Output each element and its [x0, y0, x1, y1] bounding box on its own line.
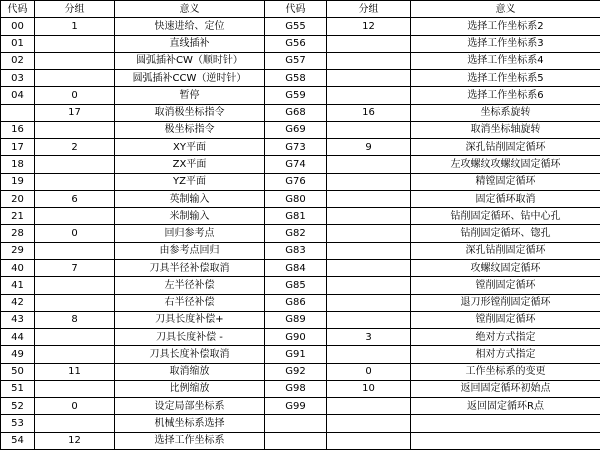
cell-code-right: G55 [265, 18, 327, 35]
cell-group-left [35, 70, 115, 87]
table-row [1, 242, 600, 259]
cell-code-right: G58 [265, 70, 327, 87]
table-row [1, 208, 600, 225]
table-row [1, 311, 600, 328]
cell-meaning-right: 退刀形镗削固定循环 [411, 294, 600, 311]
cell-meaning-right: 绝对方式指定 [411, 329, 600, 346]
table-row [1, 52, 600, 69]
cell-code-right [265, 415, 327, 432]
cell-code-right: G81 [265, 208, 327, 225]
cell-code-right: G59 [265, 87, 327, 104]
cell-code-right: G83 [265, 242, 327, 259]
cell-group-left: 0 [35, 225, 115, 242]
cell-group-right [327, 70, 411, 87]
table-row [1, 35, 600, 52]
cell-code-left: 04 [1, 87, 35, 104]
cell-group-left [35, 415, 115, 432]
cell-meaning-right: 深孔钻削固定循环 [411, 242, 600, 259]
cell-group-left: 12 [35, 432, 115, 449]
cell-group-right: 3 [327, 329, 411, 346]
cell-meaning-right: 选择工作坐标系4 [411, 52, 600, 69]
cell-group-right [327, 173, 411, 190]
cell-meaning-left: 快速进给、定位 [115, 18, 265, 35]
cell-group-right [327, 156, 411, 173]
cell-code-left: 01 [1, 35, 35, 52]
cell-code-left: 29 [1, 242, 35, 259]
cell-code-left: 49 [1, 346, 35, 363]
cell-meaning-left: 回归参考点 [115, 225, 265, 242]
cell-meaning-left: 左半径补偿 [115, 277, 265, 294]
cell-group-right [327, 121, 411, 138]
cell-group-right [327, 259, 411, 276]
cell-code-right: G91 [265, 346, 327, 363]
cell-meaning-right: 选择工作坐标系6 [411, 87, 600, 104]
cell-meaning-right: 镗削固定循环 [411, 311, 600, 328]
table-row [1, 139, 600, 156]
table-row [1, 380, 600, 397]
cell-code-left: 02 [1, 52, 35, 69]
cell-meaning-left: 由参考点回归 [115, 242, 265, 259]
table-row [1, 104, 600, 121]
cell-meaning-right: 工作坐标系的变更 [411, 363, 600, 380]
cell-code-right: G56 [265, 35, 327, 52]
cell-group-left [35, 156, 115, 173]
cell-meaning-right: 选择工作坐标系3 [411, 35, 600, 52]
cell-group-right: 10 [327, 380, 411, 397]
cell-group-right [327, 87, 411, 104]
cell-group-left: 0 [35, 398, 115, 415]
cell-code-right: G89 [265, 311, 327, 328]
cell-code-left: 50 [1, 363, 35, 380]
cell-code-right: G76 [265, 173, 327, 190]
cell-group-right [327, 225, 411, 242]
table-row [1, 70, 600, 87]
cell-meaning-right [411, 415, 600, 432]
cell-meaning-left: 直线插补 [115, 35, 265, 52]
table-row [1, 329, 600, 346]
table-row [1, 432, 600, 449]
header-cell-meaning-right: 意义 [411, 1, 600, 18]
cell-group-right [327, 294, 411, 311]
cell-code-left: 28 [1, 225, 35, 242]
cell-meaning-left: 圆弧插补CCW（逆时针） [115, 70, 265, 87]
cell-meaning-left: 选择工作坐标系 [115, 432, 265, 449]
cell-meaning-left: 比例缩放 [115, 380, 265, 397]
cell-meaning-right: 左攻螺纹攻螺纹固定循环 [411, 156, 600, 173]
table-body [1, 1, 600, 450]
cell-group-right [327, 208, 411, 225]
cell-group-right: 0 [327, 363, 411, 380]
cell-meaning-left: 刀具长度补偿取消 [115, 346, 265, 363]
cell-group-right [327, 35, 411, 52]
cell-group-left [35, 35, 115, 52]
cell-group-left: 11 [35, 363, 115, 380]
cell-group-left [35, 173, 115, 190]
cell-code-left: 43 [1, 311, 35, 328]
cell-meaning-right: 坐标系旋转 [411, 104, 600, 121]
cell-code-left: 52 [1, 398, 35, 415]
cell-code-right: G68 [265, 104, 327, 121]
cell-group-right: 9 [327, 139, 411, 156]
cell-group-right [327, 277, 411, 294]
cell-group-left: 2 [35, 139, 115, 156]
cell-meaning-left: ZX平面 [115, 156, 265, 173]
table-row [1, 415, 600, 432]
cell-code-left [1, 104, 35, 121]
cell-code-right: G85 [265, 277, 327, 294]
cell-code-left: 16 [1, 121, 35, 138]
cell-group-left [35, 242, 115, 259]
cell-code-left: 19 [1, 173, 35, 190]
table-header-row [1, 1, 600, 18]
cell-code-left: 53 [1, 415, 35, 432]
cell-group-left: 8 [35, 311, 115, 328]
header-cell-group-right: 分组 [327, 1, 411, 18]
cell-meaning-left: 米制输入 [115, 208, 265, 225]
cell-group-left [35, 277, 115, 294]
cell-code-right: G99 [265, 398, 327, 415]
cell-code-right: G90 [265, 329, 327, 346]
cell-code-left: 51 [1, 380, 35, 397]
table-row [1, 398, 600, 415]
cell-meaning-left: 圆弧插补CW（顺时针） [115, 52, 265, 69]
cell-code-right: G73 [265, 139, 327, 156]
cell-meaning-left: 英制输入 [115, 190, 265, 207]
cell-code-left: 17 [1, 139, 35, 156]
cell-group-right: 12 [327, 18, 411, 35]
cell-code-right: G86 [265, 294, 327, 311]
table-row [1, 294, 600, 311]
cell-meaning-right: 攻螺纹固定循环 [411, 259, 600, 276]
cell-group-left [35, 52, 115, 69]
header-cell-meaning-left: 意义 [115, 1, 265, 18]
cell-meaning-right: 镗削固定循环 [411, 277, 600, 294]
table-row [1, 225, 600, 242]
cell-group-right [327, 52, 411, 69]
cell-group-left [35, 346, 115, 363]
cell-code-left: 42 [1, 294, 35, 311]
cell-meaning-left: 刀具长度补偿+ [115, 311, 265, 328]
cell-meaning-right: 钻削固定循环、钻中心孔 [411, 208, 600, 225]
cell-code-right [265, 432, 327, 449]
cell-group-left: 6 [35, 190, 115, 207]
cell-code-left: 18 [1, 156, 35, 173]
table-row [1, 346, 600, 363]
table-row [1, 259, 600, 276]
cell-meaning-right: 相对方式指定 [411, 346, 600, 363]
cell-group-left [35, 121, 115, 138]
cell-group-right [327, 432, 411, 449]
cell-code-right: G84 [265, 259, 327, 276]
cell-code-left: 20 [1, 190, 35, 207]
cell-meaning-left: 刀具长度补偿 - [115, 329, 265, 346]
cell-code-right: G74 [265, 156, 327, 173]
header-cell-group-left: 分组 [35, 1, 115, 18]
cell-group-right [327, 346, 411, 363]
cell-group-left [35, 380, 115, 397]
cell-code-left: 44 [1, 329, 35, 346]
cell-meaning-right: 返回固定循环R点 [411, 398, 600, 415]
cell-code-right: G69 [265, 121, 327, 138]
cell-meaning-right: 深孔钻削固定循环 [411, 139, 600, 156]
cell-code-left: 40 [1, 259, 35, 276]
cell-code-right: G80 [265, 190, 327, 207]
cell-meaning-right: 钻削固定循环、锪孔 [411, 225, 600, 242]
cell-code-left: 41 [1, 277, 35, 294]
table-row [1, 277, 600, 294]
table-row [1, 18, 600, 35]
cell-meaning-left: 取消缩放 [115, 363, 265, 380]
cell-code-left: 00 [1, 18, 35, 35]
cell-meaning-right [411, 432, 600, 449]
cell-group-left: 1 [35, 18, 115, 35]
cell-meaning-right: 固定循环取消 [411, 190, 600, 207]
table-row [1, 173, 600, 190]
cell-meaning-left: 暂停 [115, 87, 265, 104]
cell-group-right [327, 242, 411, 259]
cell-meaning-left: XY平面 [115, 139, 265, 156]
table-row [1, 156, 600, 173]
cell-code-left: 03 [1, 70, 35, 87]
cell-group-left: 7 [35, 259, 115, 276]
table-row [1, 87, 600, 104]
cell-meaning-right: 选择工作坐标系2 [411, 18, 600, 35]
cell-group-left [35, 208, 115, 225]
cell-meaning-right: 返回固定循环初始点 [411, 380, 600, 397]
cell-meaning-left: 取消极坐标指令 [115, 104, 265, 121]
cell-meaning-left: 设定局部坐标系 [115, 398, 265, 415]
header-cell-code-right: 代码 [265, 1, 327, 18]
cell-group-left [35, 294, 115, 311]
cell-group-right [327, 311, 411, 328]
cell-code-right: G57 [265, 52, 327, 69]
cell-code-left: 21 [1, 208, 35, 225]
cell-meaning-right: 精镗固定循环 [411, 173, 600, 190]
cell-group-left [35, 329, 115, 346]
cell-meaning-left: 机械坐标系选择 [115, 415, 265, 432]
table-row [1, 121, 600, 138]
cell-meaning-right: 选择工作坐标系5 [411, 70, 600, 87]
cell-code-left: 54 [1, 432, 35, 449]
cell-group-left: 0 [35, 87, 115, 104]
cell-meaning-right: 取消坐标轴旋转 [411, 121, 600, 138]
cell-meaning-left: 极坐标指令 [115, 121, 265, 138]
cell-group-right [327, 415, 411, 432]
cell-meaning-left: YZ平面 [115, 173, 265, 190]
cell-group-right [327, 398, 411, 415]
table-row [1, 190, 600, 207]
cell-group-left: 17 [35, 104, 115, 121]
table-row [1, 363, 600, 380]
cell-code-right: G98 [265, 380, 327, 397]
cell-code-right: G92 [265, 363, 327, 380]
cell-group-right [327, 190, 411, 207]
header-cell-code-left: 代码 [1, 1, 35, 18]
cell-code-right: G82 [265, 225, 327, 242]
cell-group-right: 16 [327, 104, 411, 121]
cell-meaning-left: 右半径补偿 [115, 294, 265, 311]
cell-meaning-left: 刀具半径补偿取消 [115, 259, 265, 276]
